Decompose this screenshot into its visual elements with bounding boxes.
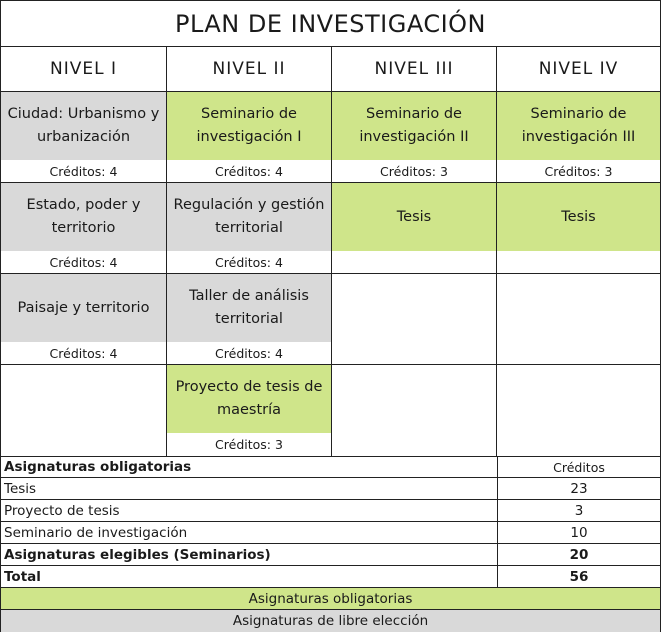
level-header: NIVEL III: [332, 47, 496, 92]
summary-label: Total: [1, 566, 498, 587]
course-cell: [167, 365, 331, 456]
empty-cell: [332, 274, 496, 365]
summary-value: 10: [570, 524, 588, 541]
course-cell: [497, 183, 660, 274]
level-column-3: [332, 47, 497, 456]
course-name: Proyecto de tesis de maestría: [167, 365, 331, 433]
level-column-2: [167, 47, 332, 456]
course-name: Estado, poder y territorio: [1, 183, 166, 251]
summary-value: 3: [574, 502, 584, 519]
course-cell: [497, 92, 660, 183]
course-cell: [1, 92, 166, 183]
level-column-4: [497, 47, 660, 456]
summary-header-label: Asignaturas obligatorias: [1, 457, 498, 477]
course-name: Paisaje y territorio: [1, 274, 166, 342]
level-header: NIVEL II: [167, 47, 331, 92]
course-name: Seminario de investigación III: [497, 92, 660, 160]
empty-cell: [1, 365, 166, 456]
summary-row: [1, 500, 660, 522]
course-credits: Créditos: 3: [215, 436, 283, 452]
course-cell: [332, 183, 496, 274]
course-credits: Créditos: 4: [215, 254, 283, 270]
course-name: Ciudad: Urbanismo y urbanización: [1, 92, 166, 160]
summary-value: 23: [570, 480, 588, 497]
course-cell: [1, 274, 166, 365]
course-credits: Créditos: 4: [49, 254, 118, 270]
level-header: NIVEL IV: [497, 47, 660, 92]
course-credits: Créditos: 4: [215, 345, 283, 361]
course-credits: [332, 251, 496, 273]
summary-row: [1, 478, 660, 500]
legend-mandatory: Asignaturas obligatorias: [1, 588, 660, 610]
plan-title: PLAN DE INVESTIGACIÓN: [1, 1, 660, 47]
summary-header-value: Créditos: [553, 459, 605, 475]
summary-row: [1, 544, 660, 566]
course-name: Regulación y gestión territorial: [167, 183, 331, 251]
course-cell: [167, 274, 331, 365]
course-cell: [167, 183, 331, 274]
course-credits: [497, 251, 660, 273]
level-column-1: [1, 47, 167, 456]
summary-value: 20: [569, 546, 589, 563]
course-credits: Créditos: 4: [49, 345, 118, 361]
course-cell: [167, 92, 331, 183]
course-name: Seminario de investigación II: [332, 92, 496, 160]
summary-label: Asignaturas elegibles (Seminarios): [1, 544, 498, 565]
course-name: Seminario de investigación I: [167, 92, 331, 160]
course-credits: Créditos: 4: [49, 163, 118, 179]
empty-cell: [497, 274, 660, 365]
empty-cell: [332, 365, 496, 456]
course-cell: [332, 92, 496, 183]
summary-label: Seminario de investigación: [1, 522, 498, 543]
course-credits: Créditos: 4: [215, 163, 283, 179]
course-cell: [1, 183, 166, 274]
course-name: Taller de análisis territorial: [167, 274, 331, 342]
credits-summary: [1, 456, 660, 632]
course-name: Tesis: [497, 183, 660, 251]
legend-elective: Asignaturas de libre elección: [1, 610, 660, 632]
summary-label: Tesis: [1, 478, 498, 499]
course-credits: Créditos: 3: [544, 163, 613, 179]
summary-row: [1, 522, 660, 544]
summary-total-row: [1, 566, 660, 588]
course-name: Tesis: [332, 183, 496, 251]
level-header: NIVEL I: [1, 47, 166, 92]
summary-header-row: [1, 456, 660, 478]
summary-value: 56: [569, 568, 589, 585]
course-credits: Créditos: 3: [380, 163, 448, 179]
summary-label: Proyecto de tesis: [1, 500, 498, 521]
empty-cell: [497, 365, 660, 456]
